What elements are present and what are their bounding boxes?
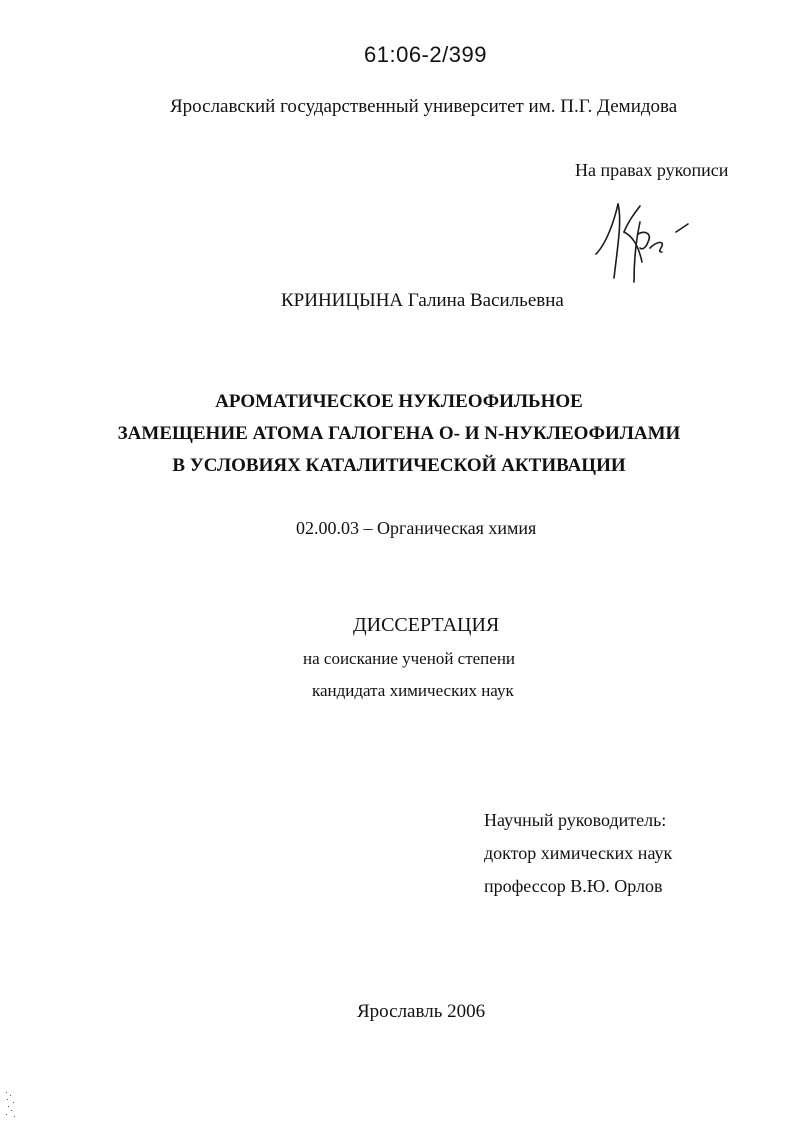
handwritten-signature — [588, 192, 700, 286]
city-year: Ярославль 2006 — [357, 1001, 486, 1022]
supervisor-degree: доктор химических наук — [484, 843, 673, 863]
degree-line-1: на соискание ученой степени — [303, 649, 516, 668]
author-name: КРИНИЦЫНА Галина Васильевна — [281, 290, 564, 311]
title-line-2: ЗАМЕЩЕНИЕ АТОМА ГАЛОГЕНА О- И N-НУКЛЕОФИЛАМИ — [117, 423, 681, 444]
document-type: ДИССЕРТАЦИЯ — [353, 614, 500, 636]
title-line-1: АРОМАТИЧЕСКОЕ НУКЛЕОФИЛЬНОЕ — [215, 391, 583, 412]
university-name: Ярославский государственный университет им. П.Г. Демидова — [170, 96, 678, 117]
title-line-3: В УСЛОВИЯХ КАТАЛИТИЧЕСКОЙ АКТИВАЦИИ — [172, 455, 626, 476]
archive-code: 61:06-2/399 — [364, 42, 487, 67]
dissertation-title — [0, 386, 798, 482]
scan-specks — [4, 1090, 24, 1120]
specialty-code: 02.00.03 – Органическая химия — [296, 518, 537, 538]
degree-line-2: кандидата химических наук — [312, 681, 514, 700]
supervisor-label: Научный руководитель: — [484, 810, 667, 830]
manuscript-rights-label: На правах рукописи — [575, 160, 729, 180]
supervisor-name: профессор В.Ю. Орлов — [484, 876, 663, 896]
